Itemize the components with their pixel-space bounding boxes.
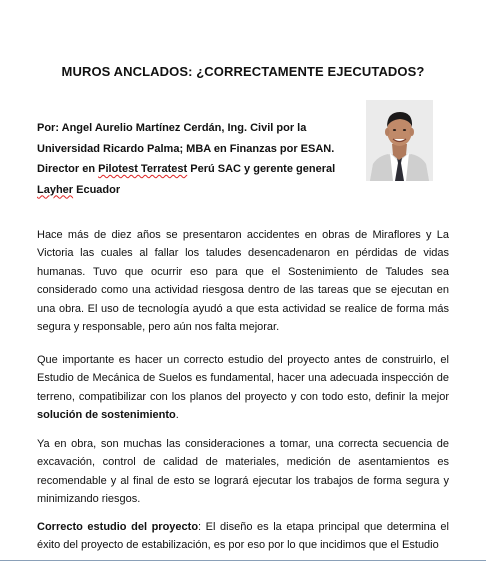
paragraph-study-text: Que importante es hacer un correcto estudio del proyecto antes de construirlo, el Estudio de Mecánica de Suelos es fundamental, hacer una adecuada inspección de terreno, compatibilizar con los planos del proyecto y con todo esto, definir la mejor — [37, 354, 449, 403]
author-line-3-end: Perú SAC y gerente general — [187, 163, 336, 175]
paragraph-correct-study-text: : El diseño es la etapa principal que determina el éxito del proyecto de estabilización, es por eso por lo que incidimos que el Estudio — [37, 521, 449, 552]
author-line-4 — [37, 180, 357, 201]
paragraph-study-end: . — [175, 409, 179, 422]
paragraph-correct-study-heading: Correcto estudio del proyecto — [37, 521, 199, 533]
paragraph-study-bold: solución de sostenimiento — [37, 409, 176, 422]
paragraph-intro: Hace más de diez años se presentaron accidentes en obras de Miraflores y La Victoria las cuales al fallar los taludes desencadenaron en pérdidas de vidas humanas. Tuvo que ocurrir eso para que el Sostenimiento de Taludes sea considerado como una actividad riesgosa dentro de las tareas que se ejecutan en una obra. El uso de tecnología ayudó a que esta actividad se realice de forma más segura y responsable, pero aún nos falta mejorar. — [37, 229, 449, 334]
author-line-4-end: Ecuador — [73, 183, 121, 196]
author-line-3-start: Director en — [37, 163, 99, 175]
author-photo — [366, 100, 433, 181]
author-line-3 — [37, 159, 357, 180]
author-line-2: Universidad Ricardo Palma; MBA en Finanzas por ESAN. — [37, 142, 335, 155]
paragraph-onsite: Ya en obra, son muchas las consideraciones a tomar, una correcta secuencia de excavación, control de calidad de materiales, medición de asentamientos es recomendable y al final de esto se logrará ejecutar los trabajos de forma segura y minimizando riesgos. — [37, 438, 449, 506]
author-portrait-icon — [366, 100, 433, 181]
spellcheck-word-layher: Layher — [37, 183, 74, 196]
document-title: MUROS ANCLADOS: ¿CORRECTAMENTE EJECUTADOS? — [61, 64, 425, 79]
page-divider — [0, 560, 486, 561]
author-block — [37, 118, 357, 200]
paragraph-study — [37, 351, 449, 425]
paragraph-correct-study — [37, 518, 449, 555]
spellcheck-word-company: Pilotest Terratest — [98, 163, 188, 175]
author-line-1: Por: Angel Aurelio Martínez Cerdán, Ing. Civil por la — [37, 122, 307, 134]
